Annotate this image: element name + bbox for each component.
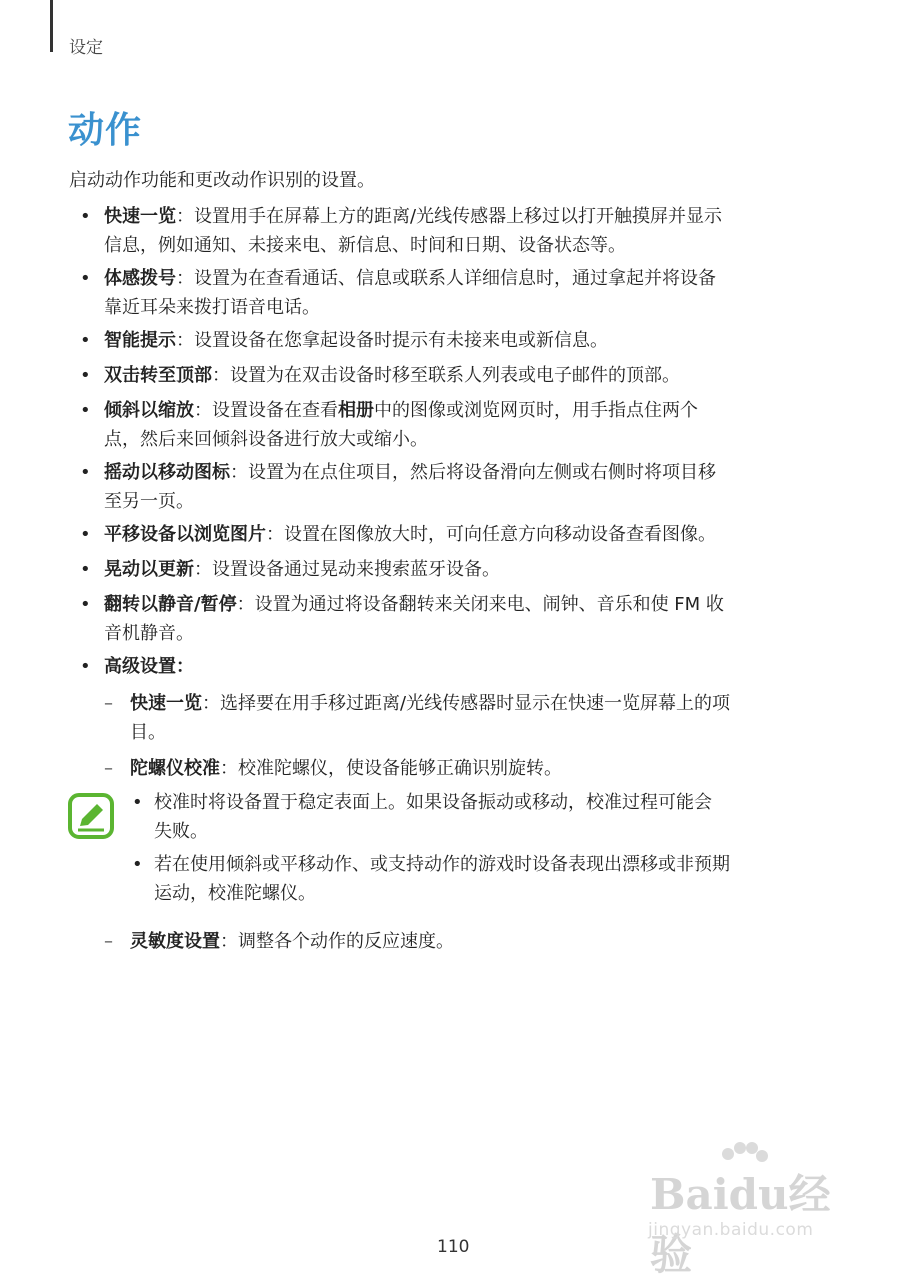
list-item: • 智能提示：设置设备在您拿起设备时提示有未接来电或新信息。 xyxy=(104,326,608,355)
page-number: 110 xyxy=(437,1237,470,1257)
bullet-icon: • xyxy=(80,559,91,580)
list-item: • 摇动以移动图标：设置为在点住项目，然后将设备滑向左侧或右侧时将项目移 至另一页。 xyxy=(104,458,716,516)
list-item: • 平移设备以浏览图片：设置在图像放大时，可向任意方向移动设备查看图像。 xyxy=(104,520,716,549)
bullet-icon: • xyxy=(80,462,91,483)
bullet-icon: • xyxy=(80,594,91,615)
bullet-icon: • xyxy=(80,365,91,386)
list-item: • 晃动以更新：设置设备通过晃动来搜索蓝牙设备。 xyxy=(104,555,500,584)
section-label: 设定 xyxy=(69,38,103,58)
list-item: • 翻转以静音/暂停：设置为通过将设备翻转来关闭来电、闹钟、音乐和使 FM 收 音机静音。 xyxy=(104,590,724,648)
bullet-icon: • xyxy=(80,206,91,227)
watermark xyxy=(640,1140,860,1279)
dash-icon: – xyxy=(104,931,113,952)
watermark-url: jingyan.baidu.com xyxy=(648,1220,814,1240)
bullet-icon: • xyxy=(132,792,143,813)
bullet-icon: • xyxy=(132,854,143,875)
note-pencil-icon xyxy=(68,793,114,839)
sub-list-item: – 快速一览：选择要在用手移过距离/光线传感器时显示在快速一览屏幕上的项 目。 xyxy=(130,689,730,747)
dash-icon: – xyxy=(104,758,113,779)
bullet-icon: • xyxy=(80,330,91,351)
list-item: • 快速一览：设置用手在屏幕上方的距离/光线传感器上移过以打开触摸屏并显示 信息，例如通知、未接来电、新信息、时间和日期、设备状态等。 xyxy=(104,202,722,260)
note-item: • 校准时将设备置于稳定表面上。如果设备振动或移动，校准过程可能会 失败。 xyxy=(154,788,712,846)
bullet-icon: • xyxy=(80,656,91,677)
watermark-brand: Baidu经验 xyxy=(650,1170,831,1279)
page-title: 动作 xyxy=(68,110,143,151)
sub-list-item: – 灵敏度设置：调整各个动作的反应速度。 xyxy=(130,927,454,956)
list-item: • 体感拨号：设置为在查看通话、信息或联系人详细信息时，通过拿起并将设备 靠近耳朵来拨打语音电话。 xyxy=(104,264,716,322)
list-item: • 双击转至顶部：设置为在双击设备时移至联系人列表或电子邮件的顶部。 xyxy=(104,361,680,390)
bullet-icon: • xyxy=(80,524,91,545)
list-item: • 高级设置： xyxy=(104,652,194,681)
dash-icon: – xyxy=(104,693,113,714)
list-item: • 倾斜以缩放：设置设备在查看相册中的图像或浏览网页时，用手指点住两个 点，然后来回倾斜设备进行放大或缩小。 xyxy=(104,396,698,454)
intro-text: 启动动作功能和更改动作识别的设置。 xyxy=(69,170,375,191)
bullet-icon: • xyxy=(80,268,91,289)
note-item: • 若在使用倾斜或平移动作、或支持动作的游戏时设备表现出漂移或非预期 运动，校准陀螺仪。 xyxy=(154,850,730,908)
bullet-icon: • xyxy=(80,400,91,421)
sub-list-item: – 陀螺仪校准：校准陀螺仪，使设备能够正确识别旋转。 xyxy=(130,754,562,783)
